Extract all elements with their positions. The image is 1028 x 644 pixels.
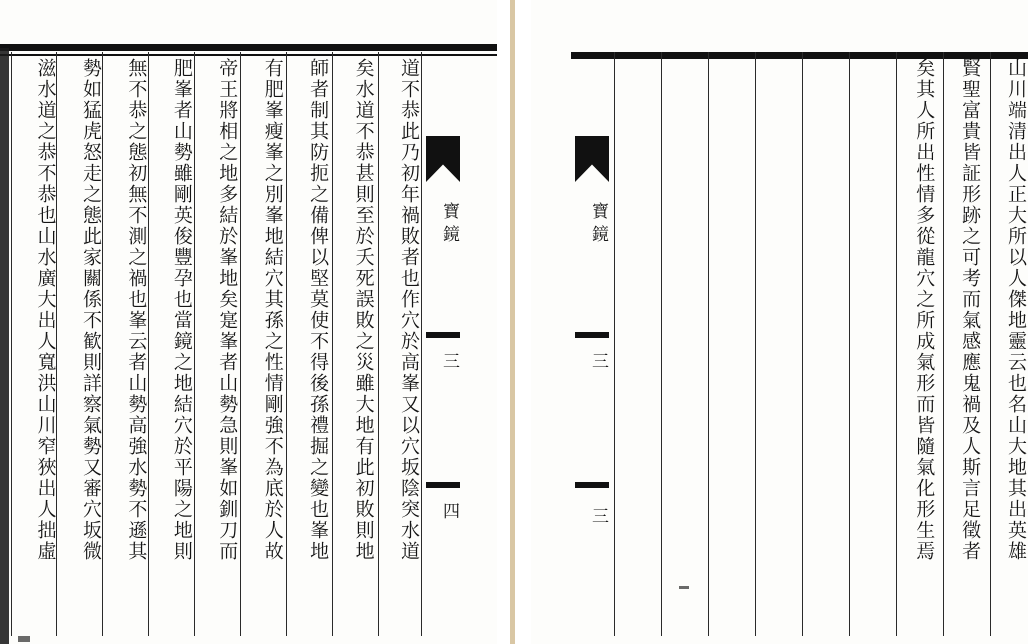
banxin-volume: 三 — [439, 352, 459, 369]
column-rule — [421, 52, 422, 636]
text-column: 勢如猛虎怒走之態此家關係不歓則詳察氣勢又審穴坂微 — [79, 58, 102, 562]
text-column: 滋水道之恭不恭也山水廣大出人寬洪山川窄狹出人拙虛 — [34, 58, 57, 562]
page-gutter — [510, 0, 515, 644]
banxin-volume: 三 — [588, 352, 608, 369]
text-column — [844, 52, 890, 642]
text-column: 矣其人所出性情多從龍穴之所成氣形而皆隨氣化形生焉 — [913, 58, 936, 562]
text-column: 山川端清出人正大所以人傑地靈云也名山大地其出英雄 — [1005, 58, 1027, 562]
text-column: 矣水道不恭甚則至於夭死誤敗之災雖大地有此初敗則地 — [352, 58, 375, 562]
left-page-text-columns — [12, 52, 421, 636]
text-column — [615, 52, 661, 642]
text-column: 無不恭之態初無不測之禍也峯云者山勢高強水勢不遜其 — [125, 58, 148, 562]
banxin-page-number: 三 — [588, 507, 608, 524]
fishtail-icon — [575, 136, 609, 182]
text-column — [707, 52, 753, 642]
text-column: 帝王將相之地多結於峯地矣寔峯者山勢急則峯如釧刀而 — [216, 58, 239, 562]
text-column: 肥峯者山勢雖剛英俊豐孕也當鏡之地結穴於平陽之地則 — [170, 58, 193, 562]
banxin-title: 寶鏡 — [439, 202, 459, 248]
left-page-scan — [0, 0, 497, 644]
banxin-bar-lower — [426, 482, 460, 488]
banxin-page-number: 四 — [439, 502, 459, 519]
banxin-bar-upper — [575, 332, 609, 338]
scan-speckle — [18, 636, 30, 642]
banxin-bar-lower — [575, 482, 609, 488]
left-page-banxin — [424, 52, 462, 636]
right-page-scan — [531, 0, 1028, 644]
text-column: 賢聖富貴皆証形跡之可考而氣感應鬼禍及人斯言足徵者 — [959, 58, 982, 562]
text-column — [799, 52, 845, 642]
banxin-title: 寶鏡 — [588, 202, 608, 248]
text-column: 師者制其防扼之備俾以堅莫使不得後孫禮掘之變也峯地 — [307, 58, 330, 562]
text-column: 道不恭此乃初年禍敗者也作穴於高峯又以穴坂陰突水道 — [398, 58, 420, 562]
scan-speckle — [679, 586, 689, 589]
right-page-banxin — [573, 52, 611, 636]
banxin-bar-upper — [426, 332, 460, 338]
text-column — [661, 52, 707, 642]
text-column: 有肥峯瘦峯之別峯地結穴其孫之性情剛強不為底於人故 — [261, 58, 284, 562]
fishtail-icon — [426, 136, 460, 182]
left-page-top-rule — [0, 44, 497, 51]
left-page-edge-shadow — [0, 48, 9, 644]
right-page-text-columns — [615, 52, 1028, 636]
text-column — [753, 52, 799, 642]
